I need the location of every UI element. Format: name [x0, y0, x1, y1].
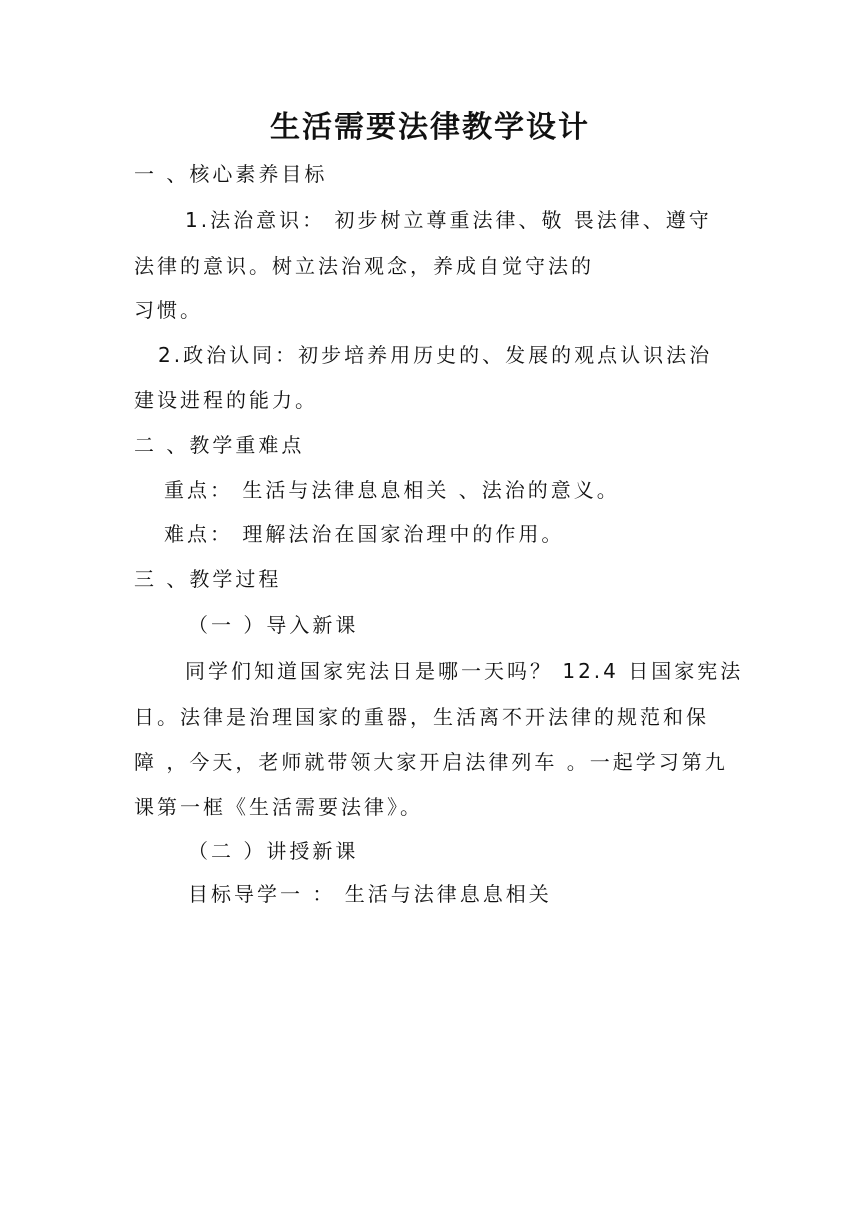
- subsection-heading: （二 ）讲授新课: [188, 839, 359, 863]
- paragraph-line: 建设进程的能力。: [134, 388, 318, 412]
- section-1-heading: 一 、核心素养目标: [134, 162, 328, 186]
- paragraph-line: 日。法律是治理国家的重器，生活离不开法律的规范和保: [134, 705, 709, 729]
- paragraph-line: 习惯。: [134, 298, 203, 322]
- paragraph-line: 法律的意识。树立法治观念，养成自觉守法的: [134, 254, 594, 278]
- paragraph-line: 2.政治认同：初步培养用历史的、发展的观点认识法治: [158, 343, 713, 367]
- goal-line: 目标导学一 ： 生活与法律息息相关: [188, 882, 552, 906]
- paragraph-line: 课第一框《生活需要法律》。: [134, 795, 423, 819]
- paragraph-line: 同学们知道国家宪法日是哪一天吗？ 12.4 日国家宪法: [185, 659, 744, 683]
- key-point-line: 重点： 生活与法律息息相关 、法治的意义。: [164, 478, 620, 502]
- paragraph-line: 1.法治意识： 初步树立尊重法律、敬 畏法律、遵守: [185, 208, 712, 232]
- difficult-point-line: 难点： 理解法治在国家治理中的作用。: [164, 522, 565, 546]
- section-2-heading: 二 、教学重难点: [134, 433, 305, 457]
- paragraph-line: 障 ，今天，老师就带领大家开启法律列车 。一起学习第九: [134, 750, 728, 774]
- subsection-heading: （一 ）导入新课: [188, 613, 359, 637]
- section-3-heading: 三 、教学过程: [134, 567, 282, 591]
- document-title: 生活需要法律教学设计: [270, 110, 590, 145]
